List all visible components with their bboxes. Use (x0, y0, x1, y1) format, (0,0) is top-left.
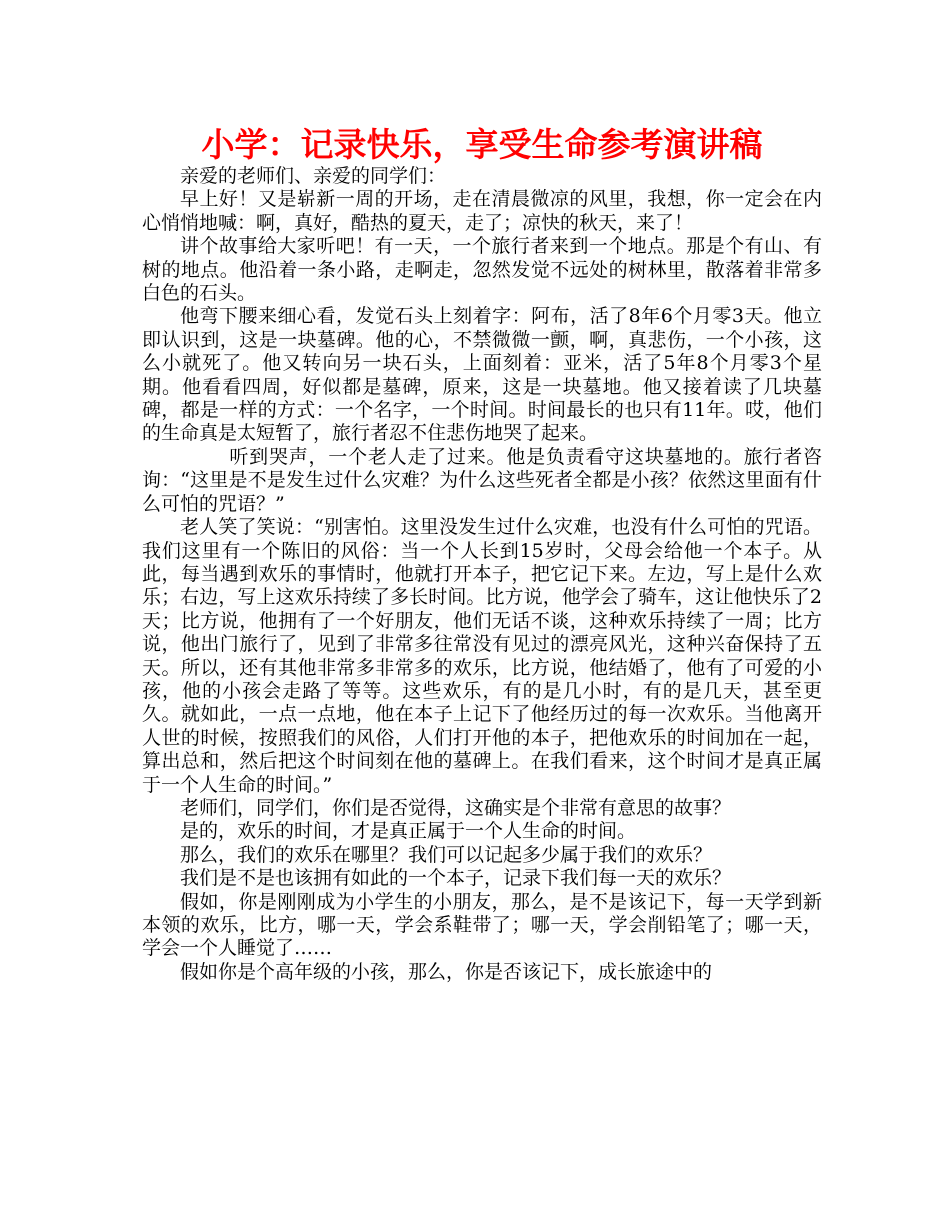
paragraph: 我们是不是也该拥有如此的一个本子，记录下我们每一天的欢乐？ (180, 867, 732, 890)
paragraph: 老师们，同学们，你们是否觉得，这确实是个非常有意思的故事？ (180, 796, 732, 819)
paragraph: 讲个故事给大家听吧！有一天，一个旅行者来到一个地点。那是个有山、有树的地点。他沿着一条小路，走啊走，忽然发觉不远处的树林里，散落着非常多白色的石头。 (142, 235, 822, 305)
paragraph: 早上好！又是崭新一周的开场，走在清晨微凉的风里，我想，你一定会在内心悄悄地喊：啊，真好，酷热的夏天，走了；凉快的秋天，来了！ (142, 188, 822, 234)
paragraph: 那么，我们的欢乐在哪里？我们可以记起多少属于我们的欢乐？ (180, 843, 713, 866)
document-page (142, 125, 822, 984)
paragraph: 他弯下腰来细心看，发觉石头上刻着字：阿布，活了8年6个月零3天。他立即认识到，这是一块墓碑。他的心，不禁微微一颤，啊，真悲伤，一个小孩，这么小就死了。他又转向另一块石头，上面刻着：亚米，活了5年8个月零3个星期。他看看四周，好似都是墓碑，原来，这是一块墓地。他又接着读了几块墓碑，都是一样的方式：一个名字，一个时间。时间最长的也只有11年。哎，他们的生命真是太短暂了，旅行者忍不住悲伤地哭了起来。 (142, 305, 822, 445)
paragraph: 是的，欢乐的时间，才是真正属于一个人生命的时间。 (180, 820, 637, 843)
document-body (142, 165, 822, 984)
paragraph: 假如你是个高年级的小孩，那么，你是否该记下，成长旅途中的 (180, 960, 713, 983)
paragraph-greeting: 亲爱的老师们、亲爱的同学们： (180, 165, 447, 187)
document-title: 小学：记录快乐，享受生命参考演讲稿 (201, 125, 763, 164)
paragraph: 老人笑了笑说：“别害怕。这里没发生过什么灾难，也没有什么可怕的咒语。我们这里有一个陈旧的风俗：当一个人长到15岁时，父母会给他一个本子。从此，每当遇到欢乐的事情时，他就打开本子，把它记下来。左边，写上是什么欢乐；右边，写上这欢乐持续了多长时间。比方说，他学会了骑车，这让他快乐了2天；比方说，他拥有了一个好朋友，他们无话不谈，这种欢乐持续了一周；比方说，他出门旅行了，见到了非常多往常没有见过的漂亮风光，这种兴奋保持了五天。所以，还有其他非常多非常多的欢乐，比方说，他结婚了，他有了可爱的小孩，他的小孩会走路了等等。这些欢乐，有的是几小时，有的是几天，甚至更久。就如此，一点一点地，他在本子上记下了他经历过的每一次欢乐。当他离开人世的时候，按照我们的风俗，人们打开他的本子，把他欢乐的时间加在一起，算出总和，然后把这个时间刻在他的墓碑上。在我们看来，这个时间才是真正属于一个人生命的时间。” (142, 516, 822, 796)
paragraph: 听到哭声，一个老人走了过来。他是负责看守这块墓地的。旅行者咨询：“这里是不是发生过什么灾难？为什么这些死者全都是小孩？依然这里面有什么可怕的咒语？” (142, 445, 822, 515)
paragraph: 假如，你是刚刚成为小学生的小朋友，那么，是不是该记下，每一天学到新本领的欢乐，比方，哪一天，学会系鞋带了；哪一天，学会削铅笔了；哪一天，学会一个人睡觉了…… (142, 890, 822, 960)
